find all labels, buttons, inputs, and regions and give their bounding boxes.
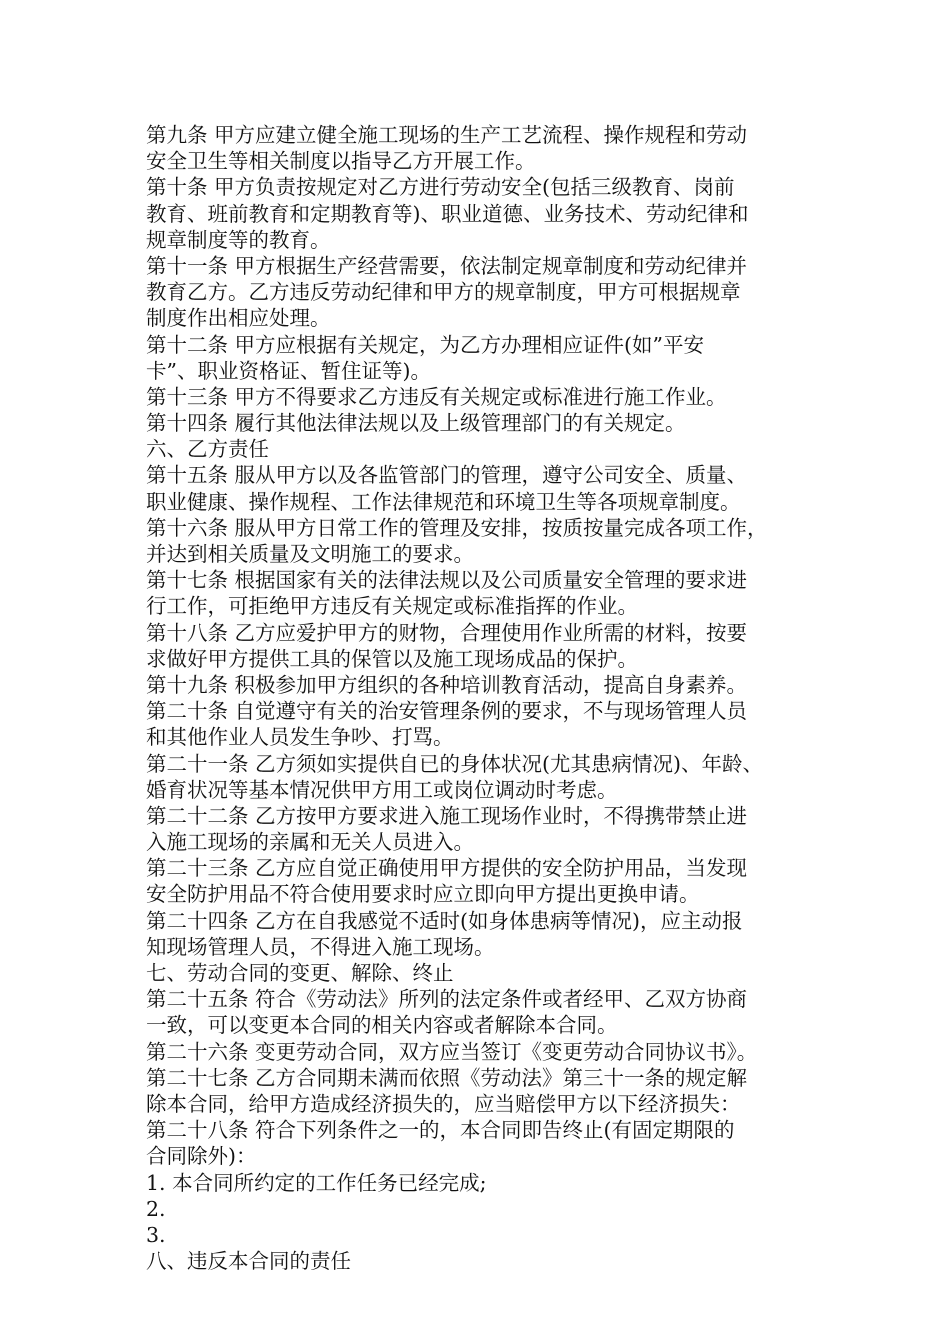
text-line: 第十七条 根据国家有关的法律法规以及公司质量安全管理的要求进 — [146, 568, 748, 593]
text-line: 第十四条 履行其他法律法规以及上级管理部门的有关规定。 — [146, 411, 686, 436]
text-line: 教育乙方。乙方违反劳动纪律和甲方的规章制度，甲方可根据规章 — [146, 280, 741, 305]
text-line: 第二十八条 符合下列条件之一的，本合同即告终止(有固定期限的 — [146, 1118, 735, 1143]
text-line: 制度作出相应处理。 — [146, 306, 331, 331]
text-line: 安全卫生等相关制度以指导乙方开展工作。 — [146, 149, 536, 174]
text-line: 和其他作业人员发生争吵、打骂。 — [146, 725, 454, 750]
text-line: 第二十条 自觉遵守有关的治安管理条例的要求，不与现场管理人员 — [146, 699, 748, 724]
text-line: 合同除外)： — [146, 1144, 257, 1169]
text-line: 第十三条 甲方不得要求乙方违反有关规定或标准进行施工作业。 — [146, 384, 727, 409]
list-item: 1. 本合同所约定的工作任务已经完成; — [146, 1170, 487, 1195]
text-line: 第二十四条 乙方在自我感觉不适时(如身体患病等情况)，应主动报 — [146, 908, 743, 933]
text-line: 第二十三条 乙方应自觉正确使用甲方提供的安全防护用品，当发现 — [146, 856, 748, 881]
text-line: 第十一条 甲方根据生产经营需要，依法制定规章制度和劳动纪律并 — [146, 253, 748, 278]
text-line: 职业健康、操作规程、工作法律规范和环境卫生等各项规章制度。 — [146, 489, 741, 514]
text-line: 第二十五条 符合《劳动法》所列的法定条件或者经甲、乙双方协商 — [146, 987, 748, 1012]
section-heading: 七、劳动合同的变更、解除、终止 — [146, 961, 454, 985]
text-line: 并达到相关质量及文明施工的要求。 — [146, 542, 474, 566]
text-line: 第十二条 甲方应根据有关规定，为乙方办理相应证件(如”平安 — [146, 332, 704, 357]
text-line: 卡”、职业资格证、暂住证等)。 — [146, 358, 431, 383]
text-line: 教育、班前教育和定期教育等)、职业道德、业务技术、劳动纪律和 — [146, 201, 749, 226]
text-line: 婚育状况等基本情况供甲方用工或岗位调动时考虑。 — [146, 777, 618, 802]
section-heading: 六、乙方责任 — [146, 437, 269, 462]
text-line: 第十五条 服从甲方以及各监管部门的管理，遵守公司安全、质量、 — [146, 463, 748, 488]
section-heading: 八、违反本合同的责任 — [146, 1249, 351, 1274]
text-line: 安全防护用品不符合使用要求时应立即向甲方提出更换申请。 — [146, 882, 700, 907]
document-body — [146, 122, 836, 1274]
text-line: 第九条 甲方应建立健全施工现场的生产工艺流程、操作规程和劳动 — [146, 123, 748, 147]
text-line: 第二十一条 乙方须如实提供自已的身体状况(尤其患病情况)、年龄、 — [146, 751, 764, 776]
text-line: 第二十六条 变更劳动合同，双方应当签订《变更劳动合同协议书》。 — [146, 1039, 758, 1064]
text-line: 第十六条 服从甲方日常工作的管理及安排，按质按量完成各项工作， — [146, 515, 768, 540]
text-line: 第二十二条 乙方按甲方要求进入施工现场作业时，不得携带禁止进 — [146, 803, 748, 828]
text-line: 第十条 甲方负责按规定对乙方进行劳动安全(包括三级教育、岗前 — [146, 175, 735, 200]
list-item: 3. — [146, 1222, 166, 1247]
text-line: 求做好甲方提供工具的保管以及施工现场成品的保护。 — [146, 646, 638, 671]
text-line: 第十八条 乙方应爱护甲方的财物，合理使用作业所需的材料，按要 — [146, 620, 748, 645]
list-item: 2. — [146, 1196, 166, 1221]
text-line: 一致，可以变更本合同的相关内容或者解除本合同。 — [146, 1013, 618, 1038]
text-line: 第二十七条 乙方合同期未满而依照《劳动法》第三十一条的规定解 — [146, 1065, 748, 1090]
text-line: 除本合同，给甲方造成经济损失的，应当赔偿甲方以下经济损失： — [146, 1091, 741, 1116]
text-line: 第十九条 积极参加甲方组织的各种培训教育活动，提高自身素养。 — [146, 672, 748, 697]
text-line: 知现场管理人员，不得进入施工现场。 — [146, 934, 495, 959]
text-line: 规章制度等的教育。 — [146, 227, 331, 252]
text-line: 入施工现场的亲属和无关人员进入。 — [146, 830, 474, 855]
text-line: 行工作，可拒绝甲方违反有关规定或标准指挥的作业。 — [146, 594, 638, 619]
